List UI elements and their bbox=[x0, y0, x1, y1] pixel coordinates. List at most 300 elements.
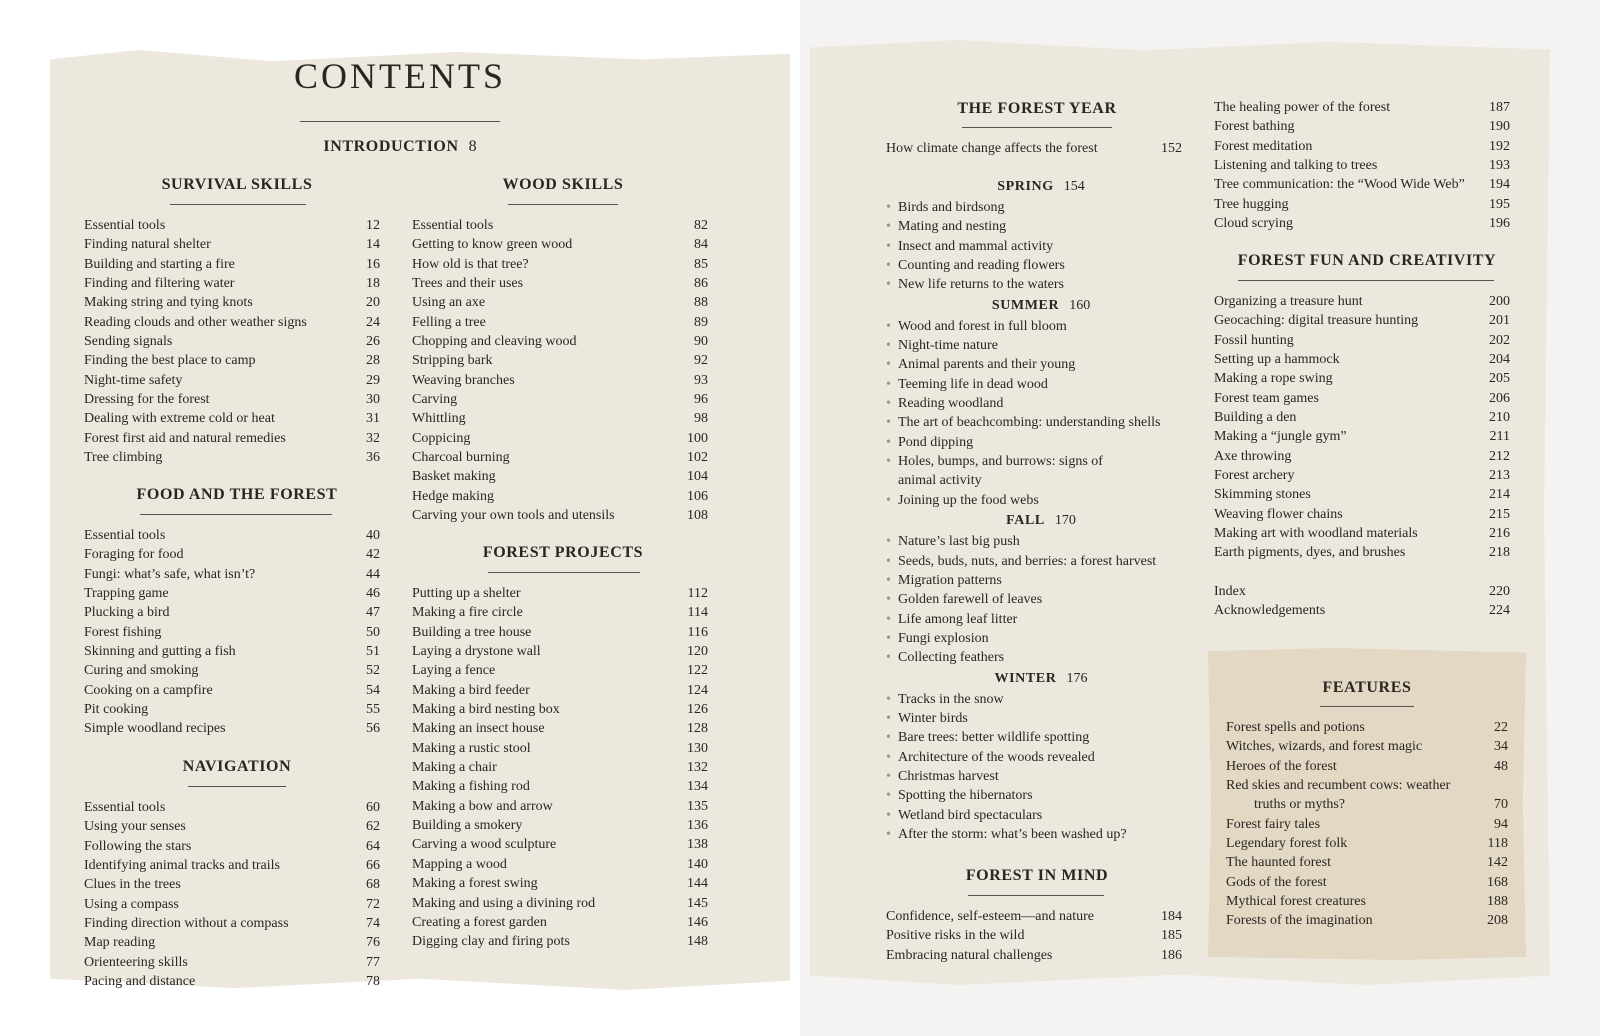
item-page: 168 bbox=[1487, 874, 1508, 890]
season-item-label: • Joining up the food webs bbox=[898, 492, 1039, 508]
item-page: 93 bbox=[694, 372, 708, 388]
list-item[interactable] bbox=[1226, 892, 1508, 911]
item-page: 210 bbox=[1489, 410, 1510, 426]
list-item[interactable] bbox=[412, 603, 708, 622]
item-label: Charcoal burning bbox=[412, 450, 510, 466]
item-page: 185 bbox=[1161, 928, 1182, 944]
list-item[interactable] bbox=[412, 487, 708, 506]
list-item[interactable] bbox=[412, 642, 708, 661]
list-item[interactable] bbox=[84, 798, 380, 817]
item-page: 184 bbox=[1161, 909, 1182, 924]
item-page: 128 bbox=[687, 721, 708, 737]
season-item[interactable] bbox=[886, 217, 1196, 236]
list-item[interactable] bbox=[1214, 447, 1510, 466]
list-item[interactable] bbox=[1226, 776, 1508, 795]
list-item[interactable] bbox=[412, 448, 708, 467]
season-item-label: • Mating and nesting bbox=[898, 219, 1007, 235]
list-item[interactable] bbox=[84, 293, 380, 312]
list-item[interactable] bbox=[412, 313, 708, 332]
season-item[interactable] bbox=[886, 413, 1196, 432]
list-item[interactable] bbox=[84, 526, 380, 545]
title-rule bbox=[300, 121, 500, 122]
list-item[interactable] bbox=[1214, 524, 1510, 543]
food-list bbox=[84, 526, 380, 739]
list-item[interactable] bbox=[84, 313, 380, 332]
item-label: Finding and filtering water bbox=[84, 276, 235, 292]
back-matter-list bbox=[1214, 582, 1510, 621]
item-page: 94 bbox=[1494, 816, 1508, 832]
item-page: 74 bbox=[366, 916, 380, 932]
item-page: 96 bbox=[694, 392, 708, 408]
item-page: 42 bbox=[366, 547, 380, 563]
list-item[interactable] bbox=[1226, 795, 1508, 814]
item-label: Tree hugging bbox=[1214, 196, 1289, 212]
list-item[interactable] bbox=[1214, 427, 1510, 446]
season-heading-fall[interactable] bbox=[886, 510, 1196, 532]
list-item[interactable] bbox=[84, 409, 380, 428]
item-label: Making a chair bbox=[412, 760, 497, 776]
item-label: Forest meditation bbox=[1214, 138, 1313, 154]
list-item[interactable] bbox=[1226, 873, 1508, 892]
item-label: Making a rustic stool bbox=[412, 740, 531, 756]
item-label: Weaving branches bbox=[412, 372, 515, 388]
item-label: Forest fishing bbox=[84, 624, 162, 640]
list-item[interactable] bbox=[412, 700, 708, 719]
list-item[interactable] bbox=[1214, 156, 1510, 175]
item-label: Using a compass bbox=[84, 896, 179, 912]
season-item-label: • The art of beachcombing: understanding shells bbox=[898, 415, 1161, 431]
item-label: Skimming stones bbox=[1214, 487, 1311, 503]
season-page: 154 bbox=[1063, 179, 1085, 194]
item-page: 62 bbox=[366, 819, 380, 835]
list-item[interactable] bbox=[84, 274, 380, 293]
item-label: Essential tools bbox=[412, 218, 494, 233]
item-page bbox=[1478, 776, 1508, 795]
list-item[interactable] bbox=[886, 946, 1182, 965]
list-item[interactable] bbox=[84, 603, 380, 622]
forest-in-mind-list bbox=[886, 907, 1182, 965]
item-label: Cloud scrying bbox=[1214, 216, 1293, 232]
season-item-label: • Wood and forest in full bloom bbox=[898, 318, 1067, 334]
item-page: 52 bbox=[366, 663, 380, 679]
item-label: Carving your own tools and utensils bbox=[412, 508, 615, 524]
item-label: Acknowledgements bbox=[1214, 603, 1326, 619]
list-item[interactable] bbox=[412, 739, 708, 758]
list-item[interactable] bbox=[1214, 543, 1510, 562]
item-page: 66 bbox=[366, 858, 380, 874]
item-label: Geocaching: digital treasure hunting bbox=[1214, 313, 1419, 329]
season-item-label: • Wetland bird spectaculars bbox=[898, 807, 1043, 823]
item-label: Trapping game bbox=[84, 586, 169, 602]
healing-list bbox=[1214, 98, 1510, 233]
navigation-heading: NAVIGATION bbox=[182, 758, 292, 775]
list-item[interactable] bbox=[1214, 292, 1510, 311]
item-page: 84 bbox=[694, 237, 708, 253]
list-item[interactable] bbox=[1214, 582, 1510, 601]
season-item[interactable] bbox=[886, 825, 1196, 844]
list-item[interactable] bbox=[1226, 911, 1508, 930]
list-item[interactable] bbox=[1214, 505, 1510, 524]
item-page: 126 bbox=[687, 702, 708, 718]
item-label: Laying a fence bbox=[412, 663, 496, 679]
list-item[interactable] bbox=[84, 255, 380, 274]
item-page: 32 bbox=[366, 430, 380, 446]
item-page: 51 bbox=[366, 644, 380, 660]
list-item[interactable] bbox=[1214, 389, 1510, 408]
list-item[interactable] bbox=[412, 623, 708, 642]
list-item[interactable] bbox=[412, 913, 708, 932]
item-label: Building a tree house bbox=[412, 624, 532, 640]
list-item[interactable] bbox=[1214, 214, 1510, 233]
list-item[interactable] bbox=[1226, 853, 1508, 872]
list-item[interactable] bbox=[84, 661, 380, 680]
list-item[interactable] bbox=[886, 907, 1182, 926]
item-label: Making a fishing rod bbox=[412, 779, 530, 795]
season-item[interactable] bbox=[886, 375, 1196, 394]
item-page: 48 bbox=[1494, 758, 1508, 774]
item-page: 12 bbox=[366, 218, 380, 233]
season-item[interactable] bbox=[886, 471, 1196, 490]
list-item[interactable] bbox=[412, 255, 708, 274]
season-item[interactable] bbox=[886, 690, 1196, 709]
item-page: 30 bbox=[366, 392, 380, 408]
season-item[interactable] bbox=[886, 767, 1196, 786]
item-label: Essential tools bbox=[84, 218, 166, 233]
list-item[interactable] bbox=[412, 409, 708, 428]
season-item[interactable] bbox=[886, 648, 1196, 667]
item-page: 200 bbox=[1489, 294, 1510, 309]
item-page: 138 bbox=[687, 837, 708, 853]
list-item[interactable] bbox=[412, 429, 708, 448]
item-page: 195 bbox=[1489, 196, 1510, 212]
item-label: Orienteering skills bbox=[84, 954, 188, 970]
item-page: 205 bbox=[1489, 371, 1510, 387]
item-page: 100 bbox=[687, 430, 708, 446]
item-label: How old is that tree? bbox=[412, 256, 529, 272]
season-item[interactable] bbox=[886, 552, 1196, 571]
list-item[interactable] bbox=[1214, 195, 1510, 214]
item-label: Laying a drystone wall bbox=[412, 644, 541, 660]
list-item[interactable] bbox=[1214, 466, 1510, 485]
list-item[interactable] bbox=[412, 293, 708, 312]
item-label: Essential tools bbox=[84, 528, 166, 543]
item-label: Basket making bbox=[412, 469, 496, 485]
item-label: Positive risks in the wild bbox=[886, 928, 1025, 944]
season-item-label: • Bare trees: better wildlife spotting bbox=[898, 730, 1090, 746]
list-item[interactable] bbox=[84, 817, 380, 836]
list-item[interactable] bbox=[412, 835, 708, 854]
item-page: 72 bbox=[366, 896, 380, 912]
season-item[interactable] bbox=[886, 629, 1196, 648]
item-label: Forests of the imagination bbox=[1226, 913, 1373, 929]
item-page: 190 bbox=[1489, 119, 1510, 135]
item-label: Mapping a wood bbox=[412, 856, 507, 872]
item-page: 135 bbox=[687, 798, 708, 814]
list-item[interactable] bbox=[84, 235, 380, 254]
item-page: 208 bbox=[1487, 913, 1508, 929]
item-label: Putting up a shelter bbox=[412, 586, 521, 601]
season-item[interactable] bbox=[886, 256, 1196, 275]
food-heading: FOOD AND THE FOREST bbox=[136, 486, 338, 503]
item-page: 34 bbox=[1494, 739, 1508, 755]
item-page: 224 bbox=[1489, 603, 1510, 619]
season-item-label: • Life among leaf litter bbox=[898, 611, 1018, 627]
item-page: 132 bbox=[687, 760, 708, 776]
season-heading-winter[interactable] bbox=[886, 668, 1196, 690]
list-item[interactable] bbox=[84, 390, 380, 409]
list-item[interactable] bbox=[1226, 834, 1508, 853]
item-label: Fungi: what’s safe, what isn’t? bbox=[84, 566, 256, 582]
list-item[interactable] bbox=[412, 390, 708, 409]
list-item[interactable] bbox=[1214, 117, 1510, 136]
list-item[interactable] bbox=[84, 351, 380, 370]
item-label: Making a rope swing bbox=[1214, 371, 1333, 387]
item-page: 47 bbox=[366, 605, 380, 621]
item-page: 108 bbox=[687, 508, 708, 524]
item-label: Hedge making bbox=[412, 488, 495, 504]
list-item[interactable] bbox=[412, 274, 708, 293]
list-item[interactable] bbox=[84, 429, 380, 448]
list-item[interactable] bbox=[84, 856, 380, 875]
item-label: Forest first aid and natural remedies bbox=[84, 430, 286, 446]
item-page: 136 bbox=[687, 818, 708, 834]
season-item-label: • Night-time nature bbox=[898, 338, 998, 354]
season-item[interactable] bbox=[886, 275, 1196, 294]
item-label: Setting up a hammock bbox=[1214, 352, 1340, 368]
item-page: 130 bbox=[687, 740, 708, 756]
forest-in-mind-heading: FOREST IN MIND bbox=[965, 867, 1109, 884]
list-item[interactable] bbox=[412, 506, 708, 525]
item-page: 54 bbox=[366, 682, 380, 698]
item-page: 146 bbox=[687, 914, 708, 930]
list-item[interactable] bbox=[412, 371, 708, 390]
list-item[interactable] bbox=[84, 565, 380, 584]
item-label: Foraging for food bbox=[84, 547, 184, 563]
season-item[interactable] bbox=[886, 786, 1196, 805]
item-label: Organizing a treasure hunt bbox=[1214, 294, 1363, 309]
list-item[interactable] bbox=[412, 894, 708, 913]
list-item[interactable] bbox=[1226, 815, 1508, 834]
season-item-label: • Collecting feathers bbox=[898, 650, 1005, 666]
list-item[interactable] bbox=[84, 837, 380, 856]
list-item[interactable] bbox=[412, 351, 708, 370]
navigation-rule bbox=[188, 786, 286, 787]
list-item[interactable] bbox=[412, 874, 708, 893]
item-page: 77 bbox=[366, 954, 380, 970]
item-label: Making a forest swing bbox=[412, 876, 538, 892]
season-page: 176 bbox=[1066, 670, 1088, 686]
season-item-label: • Seeds, buds, nuts, and berries: a forest harvest bbox=[898, 553, 1157, 569]
list-item[interactable] bbox=[1226, 737, 1508, 756]
forest-projects-list bbox=[412, 584, 708, 952]
item-page: 188 bbox=[1487, 894, 1508, 910]
list-item[interactable] bbox=[412, 855, 708, 874]
list-item[interactable] bbox=[412, 932, 708, 951]
item-page: 22 bbox=[1494, 720, 1508, 735]
season-item[interactable] bbox=[886, 571, 1196, 590]
season-item[interactable] bbox=[886, 452, 1196, 471]
list-item[interactable] bbox=[84, 623, 380, 642]
item-page: 196 bbox=[1489, 216, 1510, 232]
item-label: The healing power of the forest bbox=[1214, 100, 1391, 115]
item-label: Mythical forest creatures bbox=[1226, 894, 1366, 910]
season-heading-summer[interactable] bbox=[886, 295, 1196, 317]
list-item[interactable] bbox=[1214, 331, 1510, 350]
list-item[interactable] bbox=[412, 681, 708, 700]
item-page: 90 bbox=[694, 334, 708, 350]
season-item-label: • Birds and birdsong bbox=[898, 200, 1005, 215]
list-item[interactable] bbox=[84, 972, 380, 991]
item-label: Listening and talking to trees bbox=[1214, 158, 1378, 174]
list-item[interactable] bbox=[84, 953, 380, 972]
wood-skills-rule bbox=[508, 204, 618, 205]
item-page: 28 bbox=[366, 353, 380, 369]
item-page: 134 bbox=[687, 779, 708, 795]
season-item[interactable] bbox=[886, 491, 1196, 510]
item-page: 92 bbox=[694, 353, 708, 369]
item-page: 145 bbox=[687, 895, 708, 911]
features-list bbox=[1226, 718, 1508, 931]
list-item[interactable] bbox=[84, 584, 380, 603]
item-label: Stripping bark bbox=[412, 353, 493, 369]
season-item[interactable] bbox=[886, 336, 1196, 355]
forest-in-mind-rule bbox=[968, 895, 1104, 896]
list-item[interactable] bbox=[1214, 408, 1510, 427]
season-item[interactable] bbox=[886, 610, 1196, 629]
season-label: SUMMER bbox=[991, 297, 1060, 313]
list-item[interactable] bbox=[84, 895, 380, 914]
season-item[interactable] bbox=[886, 806, 1196, 825]
list-item[interactable] bbox=[1226, 718, 1508, 737]
list-item[interactable] bbox=[412, 332, 708, 351]
item-label: Forest bathing bbox=[1214, 119, 1295, 135]
list-item[interactable] bbox=[1214, 485, 1510, 504]
list-item[interactable] bbox=[1214, 350, 1510, 369]
list-item[interactable] bbox=[412, 661, 708, 680]
item-label: Using your senses bbox=[84, 819, 186, 835]
item-label: Finding the best place to camp bbox=[84, 353, 256, 369]
item-label: Simple woodland recipes bbox=[84, 721, 226, 737]
item-label: Dealing with extreme cold or heat bbox=[84, 411, 275, 427]
forest-year-seasons bbox=[886, 176, 1196, 844]
item-page: 26 bbox=[366, 334, 380, 350]
list-item[interactable] bbox=[1226, 757, 1508, 776]
list-item[interactable] bbox=[84, 371, 380, 390]
item-label: Forest spells and potions bbox=[1226, 720, 1365, 735]
season-item[interactable] bbox=[886, 590, 1196, 609]
season-label: SPRING bbox=[997, 179, 1054, 194]
season-heading-spring[interactable] bbox=[886, 176, 1196, 198]
list-item[interactable] bbox=[1214, 98, 1510, 117]
list-item[interactable] bbox=[412, 758, 708, 777]
item-label: Confidence, self-esteem—and nature bbox=[886, 909, 1094, 924]
season-item[interactable] bbox=[886, 748, 1196, 767]
season-item[interactable] bbox=[886, 198, 1196, 217]
season-item[interactable] bbox=[886, 532, 1196, 551]
list-item[interactable] bbox=[84, 216, 380, 235]
item-label: Creating a forest garden bbox=[412, 914, 547, 930]
list-item[interactable] bbox=[412, 816, 708, 835]
item-page: 40 bbox=[366, 528, 380, 543]
item-label: Essential tools bbox=[84, 800, 166, 815]
food-rule bbox=[140, 514, 332, 515]
item-page: 36 bbox=[366, 450, 380, 466]
item-page: 186 bbox=[1161, 947, 1182, 963]
item-page: 211 bbox=[1489, 429, 1510, 445]
list-item[interactable] bbox=[84, 700, 380, 719]
list-item[interactable] bbox=[84, 448, 380, 467]
list-item[interactable] bbox=[1214, 175, 1510, 194]
item-label: Weaving flower chains bbox=[1214, 506, 1343, 522]
item-page: 16 bbox=[366, 256, 380, 272]
list-item[interactable] bbox=[412, 777, 708, 796]
item-label: Cooking on a campfire bbox=[84, 682, 213, 698]
list-item[interactable] bbox=[1214, 311, 1510, 330]
list-item[interactable] bbox=[1214, 601, 1510, 620]
item-label: Fossil hunting bbox=[1214, 332, 1294, 348]
season-item[interactable] bbox=[886, 728, 1196, 747]
season-item-label: • Architecture of the woods revealed bbox=[898, 749, 1095, 765]
item-label: Map reading bbox=[84, 935, 156, 951]
season-item[interactable] bbox=[886, 709, 1196, 728]
list-item[interactable] bbox=[412, 216, 708, 235]
season-item[interactable] bbox=[886, 355, 1196, 374]
survival-skills-rule bbox=[170, 204, 306, 205]
season-page: 160 bbox=[1069, 297, 1091, 313]
list-item[interactable] bbox=[412, 797, 708, 816]
item-page: 44 bbox=[366, 566, 380, 582]
wood-skills-list bbox=[412, 216, 708, 526]
introduction-heading[interactable] bbox=[300, 138, 500, 156]
season-item-label: • Counting and reading flowers bbox=[898, 258, 1065, 274]
list-item[interactable] bbox=[1214, 137, 1510, 156]
list-item[interactable] bbox=[412, 719, 708, 738]
list-item[interactable] bbox=[84, 914, 380, 933]
item-label: Making a bird feeder bbox=[412, 682, 530, 698]
item-page: 20 bbox=[366, 295, 380, 311]
season-label: FALL bbox=[1006, 513, 1045, 529]
list-item[interactable] bbox=[1214, 369, 1510, 388]
list-item[interactable] bbox=[84, 681, 380, 700]
list-item[interactable] bbox=[412, 235, 708, 254]
features-heading: FEATURES bbox=[1322, 679, 1412, 696]
item-label: Plucking a bird bbox=[84, 605, 170, 621]
item-page: 14 bbox=[366, 237, 380, 253]
list-item[interactable] bbox=[84, 545, 380, 564]
season-item[interactable] bbox=[886, 237, 1196, 256]
list-item[interactable] bbox=[412, 467, 708, 486]
season-item[interactable] bbox=[886, 317, 1196, 336]
list-item[interactable] bbox=[84, 332, 380, 351]
list-item[interactable] bbox=[84, 933, 380, 952]
item-label: Heroes of the forest bbox=[1226, 758, 1337, 774]
season-item[interactable] bbox=[886, 394, 1196, 413]
season-item-label: • Winter birds bbox=[898, 710, 968, 726]
season-item[interactable] bbox=[886, 433, 1196, 452]
item-label: Digging clay and firing pots bbox=[412, 934, 570, 950]
contents-title: CONTENTS bbox=[294, 56, 506, 96]
list-item[interactable] bbox=[84, 875, 380, 894]
list-item[interactable] bbox=[886, 926, 1182, 945]
item-label: Trees and their uses bbox=[412, 276, 524, 292]
item-page: 50 bbox=[366, 624, 380, 640]
list-item[interactable] bbox=[412, 584, 708, 603]
list-item[interactable]: How climate change affects the forest 152 bbox=[886, 141, 1182, 156]
list-item[interactable] bbox=[84, 642, 380, 661]
list-item[interactable] bbox=[84, 719, 380, 738]
survival-skills-list bbox=[84, 216, 380, 467]
item-page: 68 bbox=[366, 877, 380, 893]
